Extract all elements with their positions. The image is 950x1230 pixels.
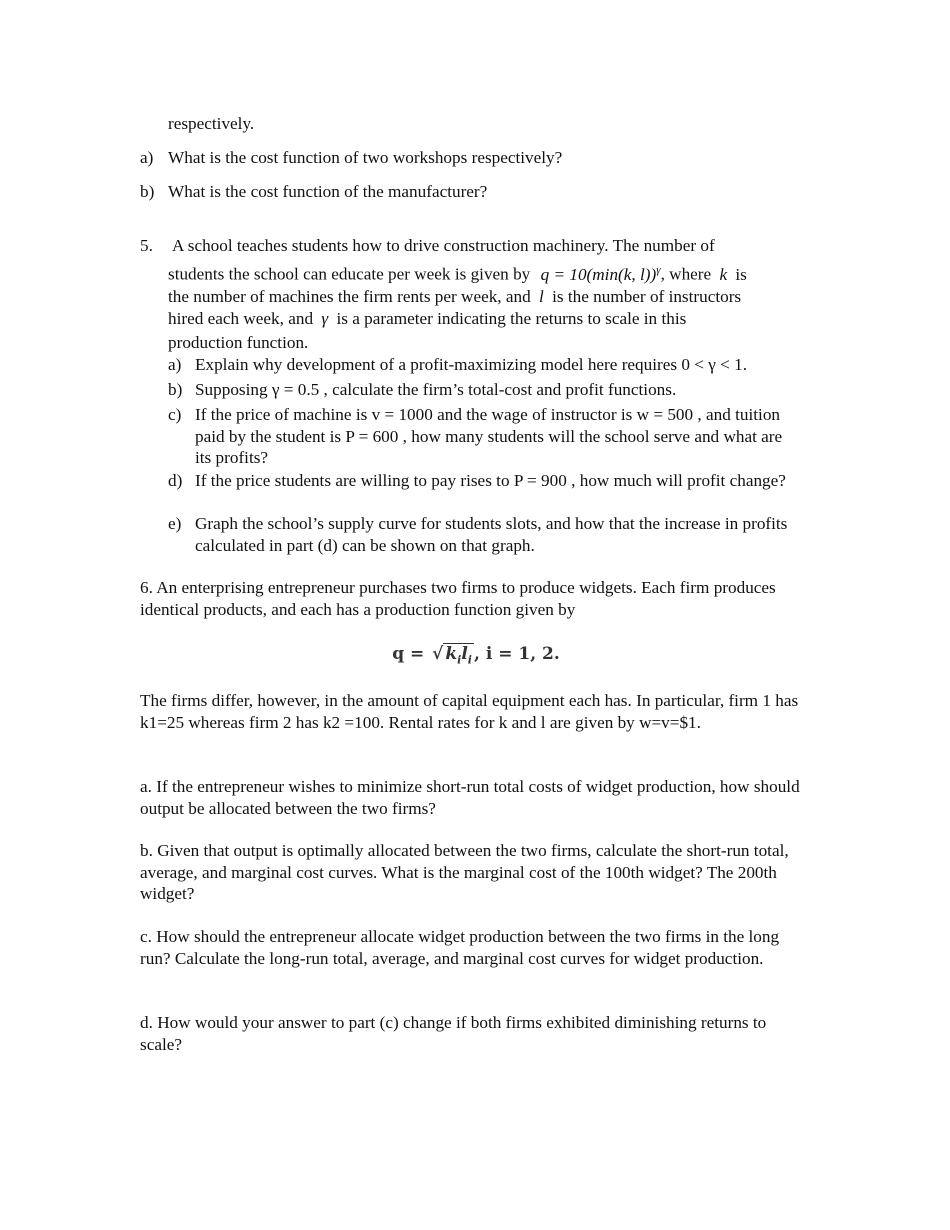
var-k: k [719,264,728,284]
q5-text: , where [660,264,712,284]
part-marker: c) [168,405,182,424]
part-text: Supposing γ = 0.5 , calculate the firm’s total-cost and profit functions. [195,380,677,399]
eq-k: k [445,644,458,664]
item-text: What is the cost function of two workshops respectively? [168,148,563,167]
var-gamma: γ [321,309,329,328]
sqrt-icon: √ [432,644,444,664]
q5-formula-exponent: γ [656,264,661,276]
q5-line-1: A school teaches students how to drive construction machinery. The number of [172,236,715,255]
q5-line-2 [168,260,812,285]
part-text: Explain why development of a profit-maximizing model here requires 0 < γ < 1. [195,355,748,374]
continuation-text: respectively. [168,114,255,133]
part-text: If the price students are willing to pay rises to P = 900 , how much will profit change? [195,471,786,490]
item-text: What is the cost function of the manufacturer? [168,182,488,201]
q6-part-a: a. If the entrepreneur wishes to minimize short-run total costs of widget production, how should output be allocated between the two firms? [140,777,800,818]
q5-text: is the number of instructors [552,287,742,306]
q6-part-b: b. Given that output is optimally allocated between the two firms, calculate the short-run total, average, and marginal cost curves. What is the marginal cost of the 100th widget? The 200th widget? [140,841,789,903]
eq-sub: i [457,653,462,667]
item-marker: a) [140,148,154,167]
production-function-equation [140,644,812,671]
eq-rest: , i = 1, 2. [473,644,560,664]
q5-text: the number of machines the firm rents per week, and [168,287,531,306]
part-text: If the price of machine is v = 1000 and the wage of instructor is w = 500 , and tuition paid by the student is P = 600 , how many students will the school serve and what are its profits? [195,405,783,467]
q6-part-c: c. How should the entrepreneur allocate widget production between the two firms in the long run? Calculate the long-run total, average, and marginal cost curves for widget production. [140,927,780,968]
eq-sub: i [467,653,472,667]
question-number: 5. [140,236,153,255]
q5-line-5: production function. [168,333,309,352]
q5-line-4 [168,308,812,330]
eq-l: l [461,644,468,664]
part-text: Graph the school’s supply curve for students slots, and how that the increase in profits calculated in part (d) can be shown on that graph. [195,514,788,555]
part-marker: b) [168,380,183,399]
q5-text: students the school can educate per week is given by [168,264,531,284]
q6-intro: 6. An enterprising entrepreneur purchases two firms to produce widgets. Each firm produces identical products, and each has a production function given by [140,578,776,619]
var-l: l [539,287,544,306]
eq-lhs: q = [392,644,431,664]
eq-radicand [443,643,474,667]
part-marker: d) [168,471,183,490]
document-page [140,0,812,1230]
q5-text: hired each week, and [168,309,314,328]
part-marker: e) [168,514,182,533]
item-marker: b) [140,182,155,201]
q5-line-3 [168,286,812,308]
q5-text: is [735,264,747,284]
part-marker: a) [168,355,182,374]
q6-part-d: d. How would your answer to part (c) change if both firms exhibited diminishing returns to scale? [140,1013,767,1054]
q5-formula: q = 10(min(k, l)) [540,264,657,284]
q5-text: is a parameter indicating the returns to scale in this [336,309,687,328]
q6-firms-differ: The firms differ, however, in the amount of capital equipment each has. In particular, firm 1 has k1=25 whereas firm 2 has k2 =100. Rental rates for k and l are given by w=v=$1. [140,691,799,732]
